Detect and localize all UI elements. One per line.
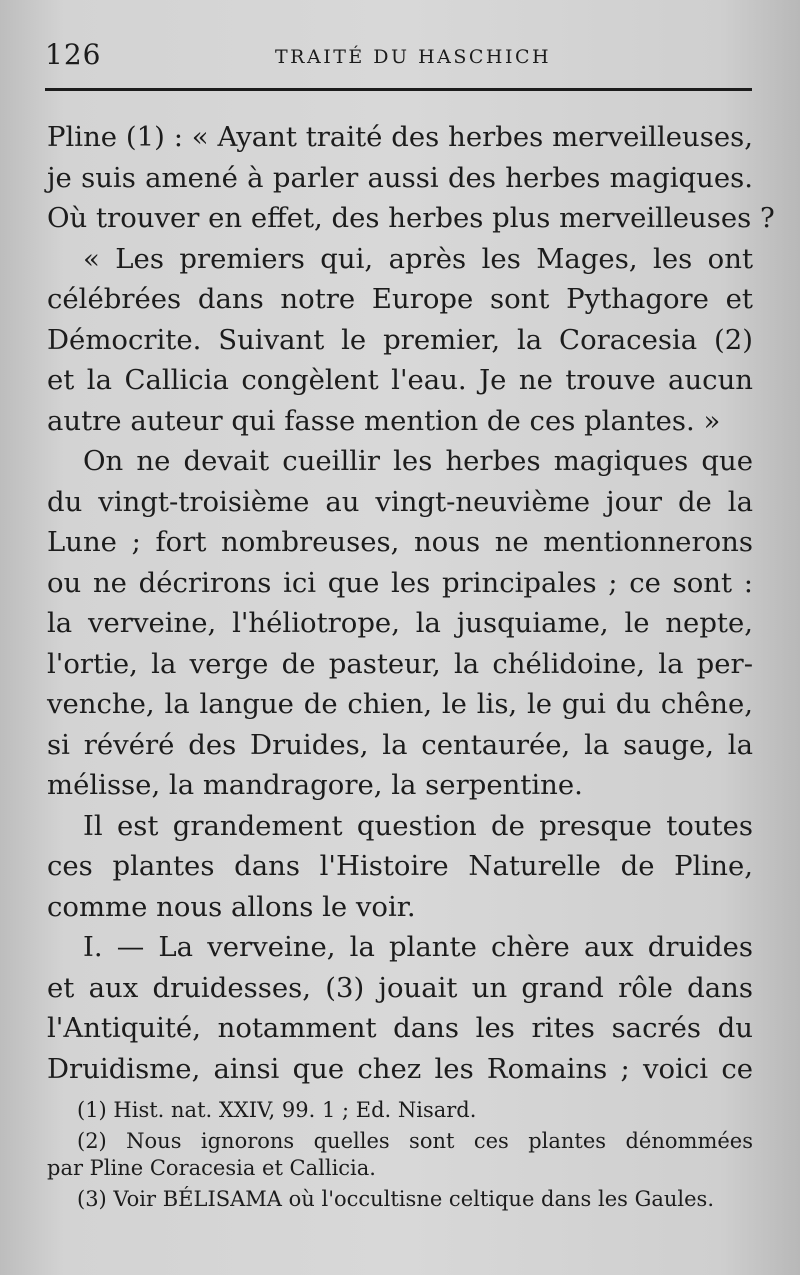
text-line: la verveine, l'héliotrope, la jusquiame, le nepte, xyxy=(47,607,753,639)
text-line: Pline (1) : « Ayant traité des herbes merveilleuses, xyxy=(47,121,753,153)
footnote-3: (3) Voir BÉLISAMA où l'occultisne celtique dans les Gaules. xyxy=(77,1187,715,1211)
footnote-2-continuation: par Pline Coracesia et Callicia. xyxy=(47,1156,376,1180)
text-line: comme nous allons le voir. xyxy=(47,890,416,923)
page-header xyxy=(45,38,752,78)
text-line: ou ne décrirons ici que les principales ; ce sont : xyxy=(47,566,753,599)
text-line: I. — La verveine, la plante chère aux druides xyxy=(83,931,753,963)
text-line: ces plantes dans l'Histoire Naturelle de Pline, xyxy=(47,850,753,882)
text-line: l'ortie, la verge de pasteur, la chélidoine, la per- xyxy=(47,647,753,680)
text-line: l'Antiquité, notamment dans les rites sacrés du xyxy=(47,1012,753,1044)
text-line: si révéré des Druides, la centaurée, la sauge, la xyxy=(47,728,753,761)
text-line: On ne devait cueillir les herbes magiques que xyxy=(83,445,753,477)
text-line: Où trouver en effet, des herbes plus merveilleuses ? xyxy=(47,202,775,234)
page-number: 126 xyxy=(45,38,102,71)
text-line: mélisse, la mandragore, la serpentine. xyxy=(47,769,583,801)
text-line: et aux druidesses, (3) jouait un grand rôle dans xyxy=(47,971,753,1004)
text-line: Démocrite. Suivant le premier, la Coracesia (2) xyxy=(47,323,753,356)
footnote-2: (2) Nous ignorons quelles sont ces plantes dénommées xyxy=(77,1129,753,1153)
text-line: du vingt-troisième au vingt-neuvième jour de la xyxy=(47,485,753,518)
text-line: je suis amené à parler aussi des herbes magiques. xyxy=(47,161,753,194)
text-line: venche, la langue de chien, le lis, le gui du chêne, xyxy=(47,688,753,720)
running-title: TRAITÉ DU HASCHICH xyxy=(275,46,552,68)
text-line: autre auteur qui fasse mention de ces plantes. » xyxy=(47,404,721,437)
text-line: Druidisme, ainsi que chez les Romains ; voici ce xyxy=(47,1052,753,1085)
footnotes xyxy=(47,1097,753,1217)
footnote-1: (1) Hist. nat. XXIV, 99. 1 ; Ed. Nisard. xyxy=(77,1098,477,1122)
header-rule xyxy=(45,88,752,91)
text-line: Lune ; fort nombreuses, nous ne mentionnerons xyxy=(47,526,753,558)
body-text xyxy=(47,117,775,1089)
text-line: « Les premiers qui, après les Mages, les ont xyxy=(83,242,753,275)
text-line: et la Callicia congèlent l'eau. Je ne trouve aucun xyxy=(47,364,753,396)
text-line: célébrées dans notre Europe sont Pythagore et xyxy=(47,283,753,315)
text-line: Il est grandement question de presque toutes xyxy=(83,809,753,842)
